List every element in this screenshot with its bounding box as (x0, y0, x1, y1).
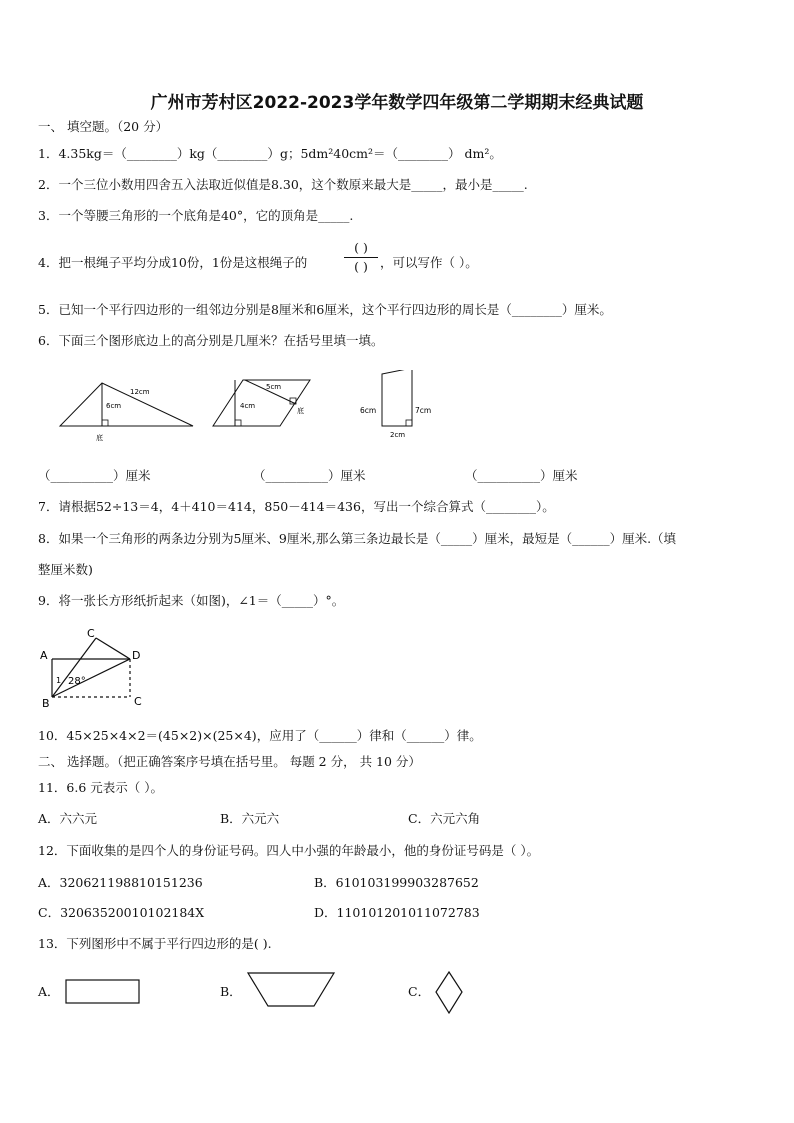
right-angle-mark (102, 420, 108, 426)
question-13-option-b: B． (220, 984, 242, 999)
parallelogram-height-label: 4cm (240, 402, 256, 410)
question-6-answer-2: （__________）厘米 (253, 468, 366, 483)
question-6-answer-1: （__________）厘米 (38, 468, 151, 483)
question-6-answer-3: （__________）厘米 (465, 468, 578, 483)
question-10: 10．45×25×4×2＝(45×2)×(25×4)，应用了（______）律和（______）律。 (38, 728, 482, 743)
question-7: 7．请根据52÷13＝4，4＋410＝414，850－414＝436，写出一个综合算式（________）。 (38, 499, 555, 514)
trapezoid-left-label: 6cm (360, 406, 377, 415)
angle-1-label: 1 (56, 676, 62, 685)
triangle-height-label: 6cm (106, 402, 122, 410)
section-multiple-choice: 二、 选择题。（把正确答案序号填在括号里。 每题 2 分， 共 10 分） (38, 754, 421, 769)
question-12-option-a: A．320621198810151236 (38, 875, 203, 890)
right-angle-mark (235, 420, 241, 426)
question-11: 11．6.6 元表示（ ）。 (38, 780, 163, 795)
fraction-numerator: ( ) (354, 240, 368, 255)
trapezoid-bottom-label: 2cm (390, 431, 406, 439)
question-11-option-b: B．六元六 (220, 811, 280, 826)
question-5: 5．已知一个平行四边形的一组邻边分别是8厘米和6厘米，这个平行四边形的周长是（________）厘米。 (38, 302, 612, 317)
question-8-line-1: 8．如果一个三角形的两条边分别为5厘米、9厘米,那么第三条边最长是（_____）厘米，最短是（______）厘米.（填 (38, 531, 677, 546)
trapezoid-shape (382, 370, 412, 426)
question-13-option-a: A． (38, 984, 60, 999)
question-11-option-c: C．六元六角 (408, 811, 481, 826)
angle-28-label: 28° (68, 676, 86, 687)
question-3: 3．一个等腰三角形的一个底角是40°，它的顶角是_____. (38, 208, 354, 223)
question-8-line-2: 整厘米数) (38, 562, 93, 577)
question-12-option-c: C．32063520010102184X (38, 905, 205, 920)
question-9-figure (36, 625, 146, 710)
section-fill-blank: 一、 填空题。（20 分） (38, 119, 169, 134)
point-d-label: D (132, 649, 141, 662)
question-12-option-d: D．110101201011072783 (314, 905, 480, 920)
fraction-denominator: ( ) (354, 259, 368, 274)
folded-edge-2 (96, 638, 130, 659)
question-12-option-b: B．610103199903287652 (314, 875, 479, 890)
question-2: 2．一个三位小数用四舍五入法取近似值是8.30，这个数原来最大是_____，最小是_____. (38, 177, 528, 192)
question-4-fraction (344, 240, 378, 275)
question-13-shapes (64, 970, 484, 1018)
trapezoid-right-label: 7cm (415, 406, 432, 415)
triangle-base-label: 底 (96, 434, 103, 442)
triangle-side-label: 12cm (130, 388, 150, 396)
page-title: 广州市芳村区2022-2023学年数学四年级第二学期期末经典试题 (150, 93, 644, 113)
point-c-folded-label: C (87, 627, 95, 640)
fraction-bar (344, 257, 378, 258)
question-11-option-a: A．六六元 (38, 811, 98, 826)
rectangle-shape (66, 980, 139, 1003)
point-a-label: A (40, 649, 48, 662)
trapezoid-shape (248, 973, 334, 1006)
question-1: 1．4.35kg＝（________）kg（________）g；5dm²40cm²＝（________） dm²。 (38, 146, 502, 161)
question-4-part-a: 4．把一根绳子平均分成10份，1份是这根绳子的 (38, 255, 308, 270)
question-13-option-c: C． (408, 984, 431, 999)
question-4-part-b: ，可以写作（ ）。 (380, 255, 478, 270)
triangle-shape (60, 383, 193, 426)
parallelogram-base-label: 底 (297, 407, 304, 415)
fold-line (52, 659, 130, 697)
right-angle-mark (406, 420, 412, 426)
rhombus-shape (436, 972, 462, 1013)
question-6: 6．下面三个图形底边上的高分别是几厘米？在括号里填一填。 (38, 333, 384, 348)
point-c-label: C (134, 695, 142, 708)
parallelogram-shape (213, 380, 310, 426)
question-13: 13．下列图形中不属于平行四边形的是( ). (38, 936, 272, 951)
parallelogram-side-label: 5cm (266, 383, 282, 391)
question-6-figures (50, 370, 450, 445)
point-b-label: B (42, 697, 50, 710)
question-12: 12．下面收集的是四个人的身份证号码。四人中小强的年龄最小，他的身份证号码是（ ）。 (38, 843, 540, 858)
question-9: 9．将一张长方形纸折起来（如图)，∠1＝（_____）°。 (38, 593, 345, 608)
folded-edge-1 (52, 638, 96, 697)
